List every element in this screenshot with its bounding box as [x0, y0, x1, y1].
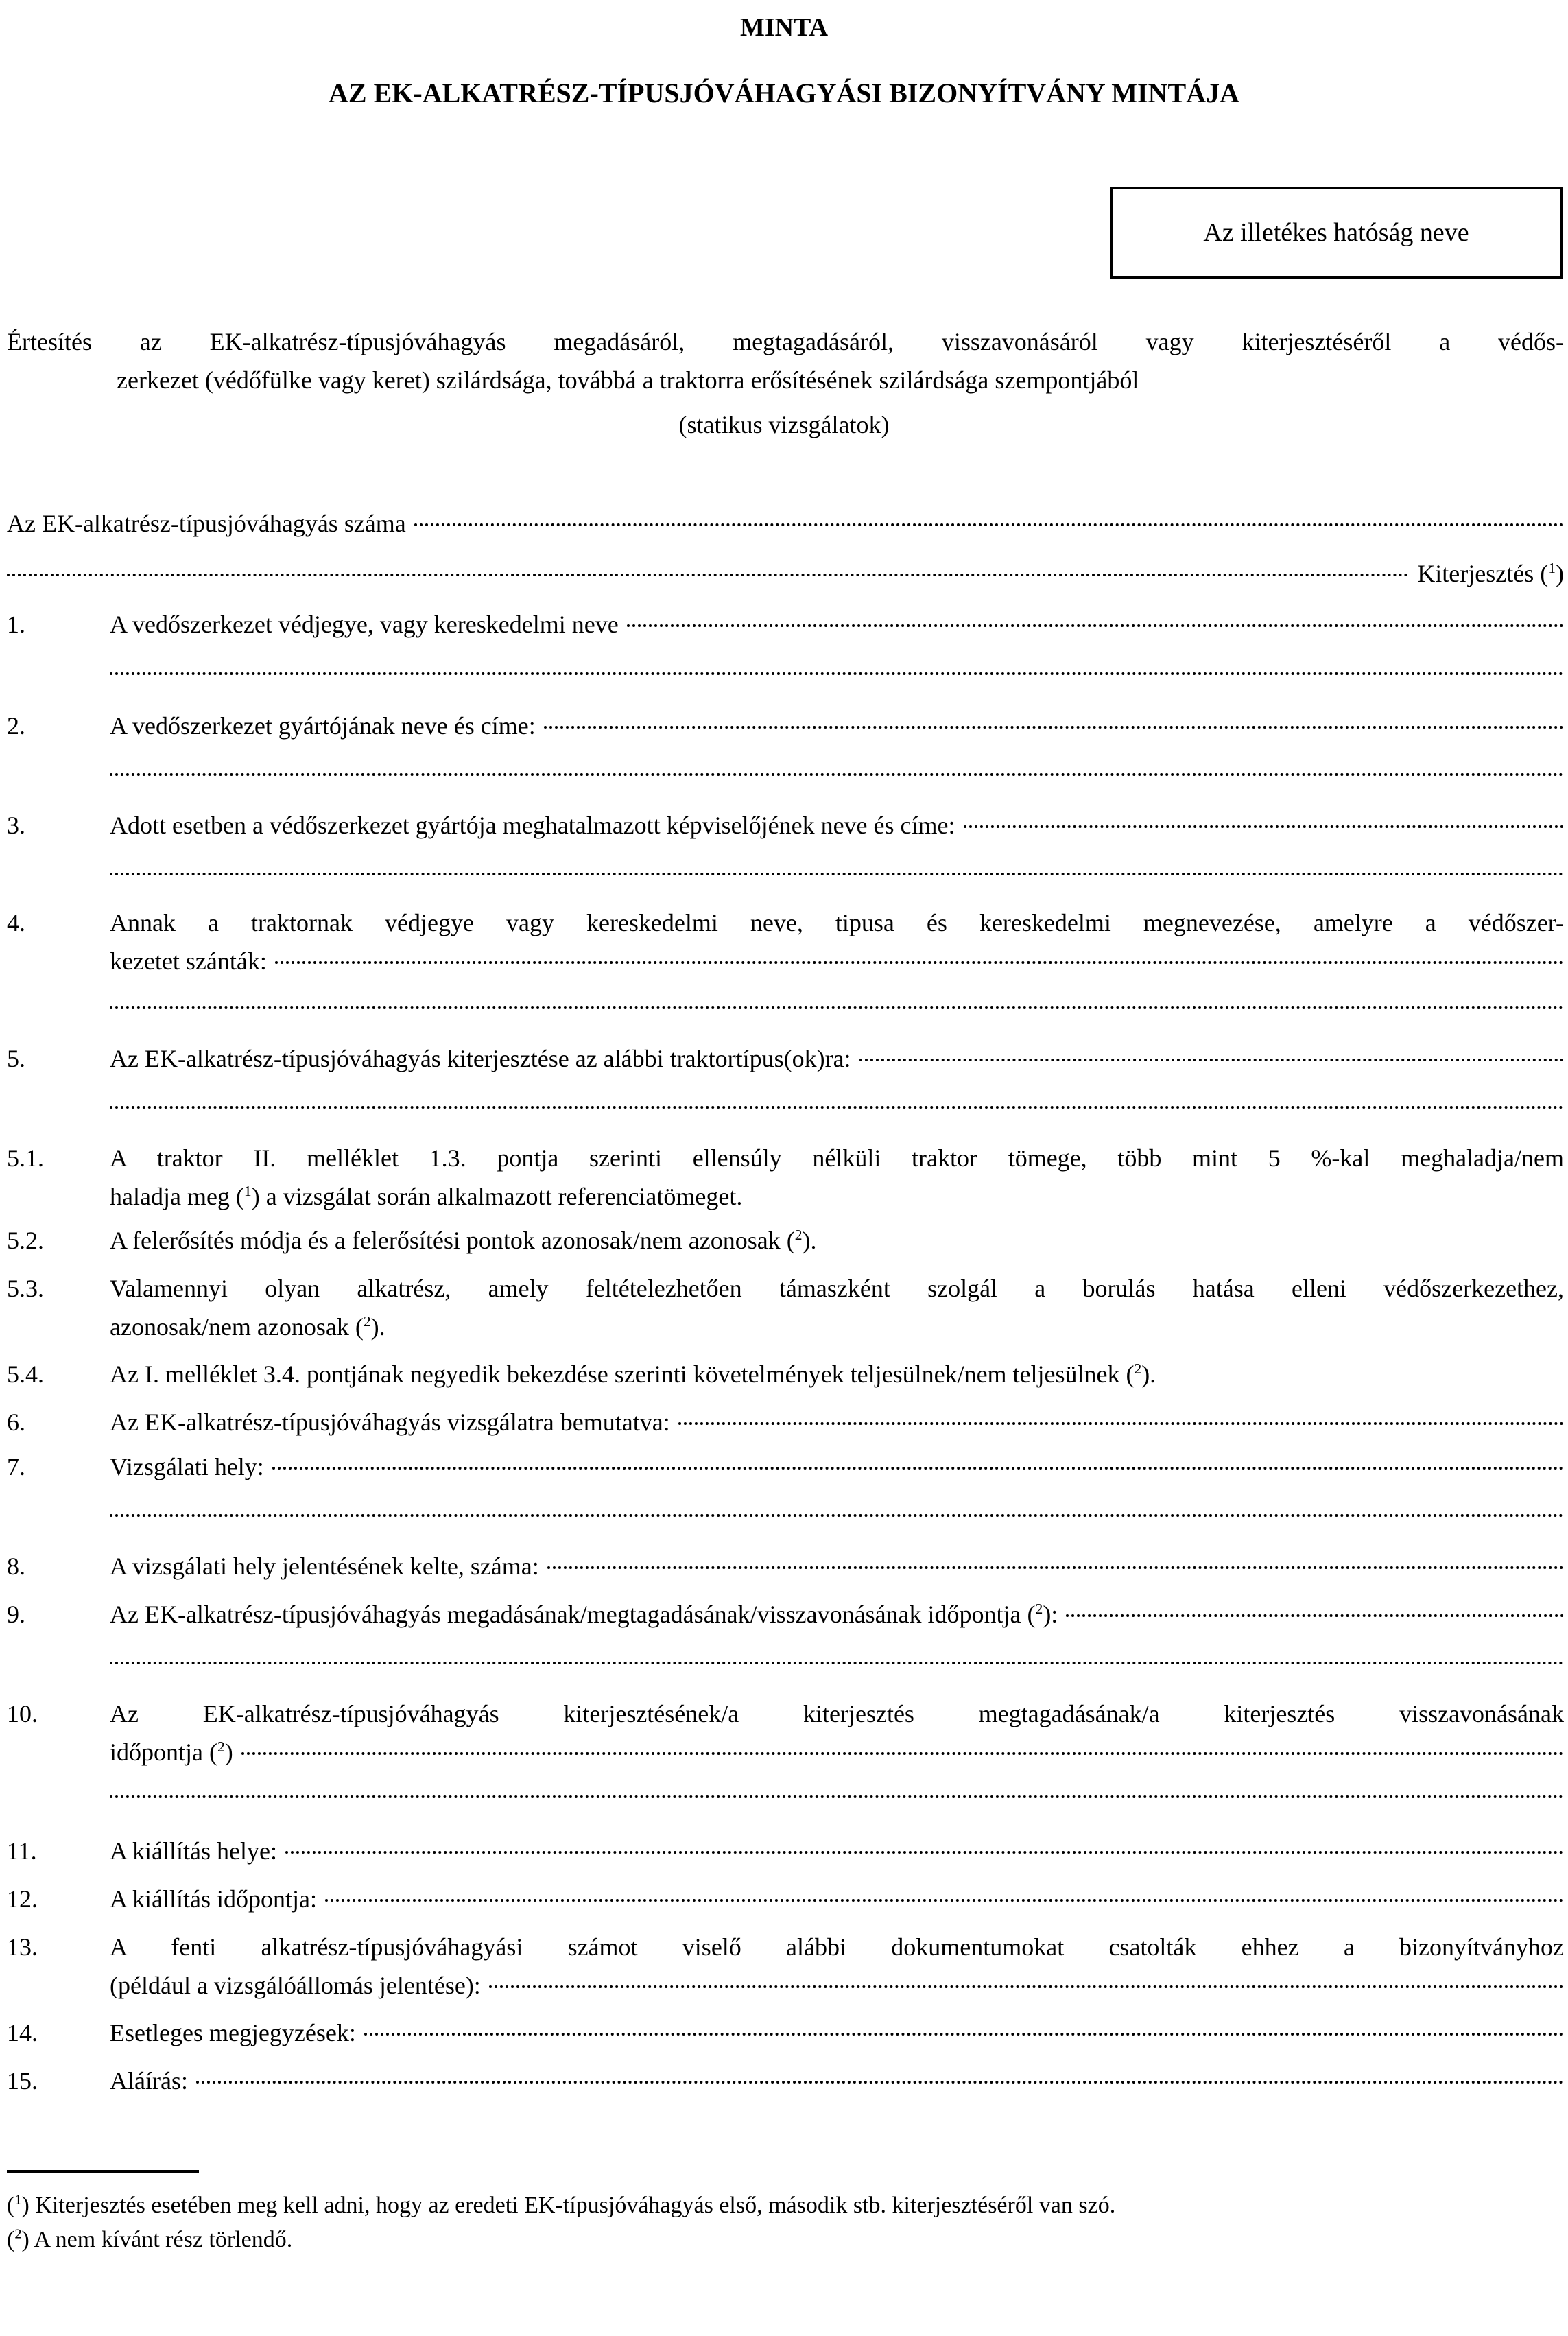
- item-label-line-2: időpontja ($^2$): [110, 1738, 233, 1766]
- item-15: [7, 2062, 1564, 2100]
- item-number: 15.: [7, 2067, 38, 2095]
- item-2-field-line-2[interactable]: [110, 773, 1564, 776]
- item-8-field[interactable]: [547, 1566, 1564, 1569]
- item-label: A felerősítés módja és a felerősítési pontok azonosak/nem azonosak ($^2$).: [110, 1227, 817, 1254]
- footnote-number: 1: [14, 2192, 22, 2208]
- approval-number-row: [7, 504, 1564, 543]
- item-5-2: [7, 1221, 1564, 1260]
- item-number: 3.: [7, 812, 25, 839]
- item-label: Az EK-alkatrész-típusjóváhagyás megadásának/megtagadásának/visszavonásának időpontja ($^2$):: [110, 1601, 1058, 1628]
- item-12-field[interactable]: [325, 1899, 1564, 1902]
- footnote-ref[interactable]: 2: [794, 1227, 803, 1243]
- item-label: A vedőszerkezet védjegye, vagy kereskedelmi neve: [110, 611, 619, 638]
- item-10-field-line-2[interactable]: [110, 1795, 1564, 1798]
- intro-line-2: zerkezet (védőfülke vagy keret) szilárdsága, továbbá a traktorra erősítésének szilárdsága szempontjából: [117, 366, 1139, 394]
- item-number: 12.: [7, 1885, 38, 1913]
- item-9-field-line-2[interactable]: [110, 1662, 1564, 1664]
- item-number: 9.: [7, 1601, 25, 1628]
- item-number: 5.4.: [7, 1360, 44, 1388]
- item-7: [7, 1448, 1564, 1486]
- item-11-field[interactable]: [285, 1851, 1564, 1854]
- item-1-field-line-2[interactable]: [110, 672, 1564, 675]
- item-label: Adott esetben a védőszerkezet gyártója meghatalmazott képviselőjének neve és címe:: [110, 812, 955, 839]
- item-number: 10.: [7, 1700, 38, 1727]
- item-3-field-line-2[interactable]: [110, 873, 1564, 875]
- item-5-field[interactable]: [859, 1059, 1564, 1061]
- item-label: A kiállítás helye:: [110, 1837, 277, 1865]
- item-6-field[interactable]: [678, 1422, 1564, 1425]
- item-number: 11.: [7, 1837, 37, 1865]
- approval-number-label: Az EK-alkatrész-típusjóváhagyás száma: [7, 510, 406, 537]
- item-number: 5.3.: [7, 1275, 44, 1302]
- authority-name-box[interactable]: [1110, 187, 1563, 279]
- item-label: Az I. melléklet 3.4. pontjának negyedik bekezdése szerinti követelmények teljesülnek/nem teljesülnek ($^2$).: [110, 1360, 1156, 1388]
- item-10-field[interactable]: [241, 1752, 1564, 1755]
- item-number: 6.: [7, 1408, 25, 1436]
- item-label: A kiállítás időpontja:: [110, 1885, 317, 1913]
- item-number: 5.2.: [7, 1227, 44, 1254]
- item-label: Esetleges megjegyzések:: [110, 2019, 356, 2046]
- authority-name-label: Az illetékes hatóság neve: [1203, 218, 1469, 247]
- intro-subtitle: (statikus vizsgálatok): [678, 411, 890, 438]
- item-5: [7, 1039, 1564, 1078]
- signature-field[interactable]: [196, 2081, 1564, 2084]
- intro-paragraph: [7, 322, 1564, 399]
- footnote-ref[interactable]: 1: [243, 1183, 252, 1199]
- item-5-4: [7, 1355, 1564, 1393]
- footnote-2: ($^2$) A nem kívánt rész törlendő.: [7, 2226, 293, 2252]
- item-number: 14.: [7, 2019, 38, 2046]
- item-label-line-2: (például a vizsgálóállomás jelentése):: [110, 1972, 481, 1999]
- item-label: Az EK-alkatrész-típusjóváhagyás vizsgálatra bemutatva:: [110, 1408, 670, 1436]
- item-number: 13.: [7, 1933, 38, 1961]
- item-14-field[interactable]: [364, 2033, 1564, 2036]
- document-label: MINTA: [739, 13, 829, 42]
- item-10: [7, 1695, 1564, 1771]
- footnote-ref[interactable]: 2: [217, 1738, 225, 1755]
- item-number: 5.1.: [7, 1144, 44, 1172]
- item-label-line-1: Valamennyi olyan alkatrész, amely feltételezhetően támaszként szolgál a borulás hatása elleni védőszerkezethez,: [110, 1275, 1564, 1302]
- item-label-line-2: kezetet szánták:: [110, 947, 267, 975]
- item-4: [7, 904, 1564, 980]
- item-label: Aláírás:: [110, 2067, 188, 2095]
- item-1: [7, 605, 1564, 644]
- extension-label: Kiterjesztés ($^1$): [1417, 560, 1564, 587]
- item-label-line-1: A traktor II. melléklet 1.3. pontja szerinti ellensúly nélküli traktor tömege, több mint 5 %-kal meghaladja/nem: [110, 1144, 1564, 1172]
- footnote-1: ($^1$) Kiterjesztés esetében meg kell adni, hogy az eredeti EK-típusjóváhagyás első, második stb. kiterjesztéséről van szó.: [7, 2192, 1116, 2218]
- item-label-line-1: Az EK-alkatrész-típusjóváhagyás kiterjesztésének/a kiterjesztés megtagadásának/a kiterjesztés visszavonásának: [110, 1700, 1564, 1727]
- item-number: 1.: [7, 611, 25, 638]
- item-4-field[interactable]: [275, 961, 1564, 964]
- item-number: 2.: [7, 712, 25, 740]
- item-4-field-line-2[interactable]: [110, 1006, 1564, 1009]
- item-label-line-2: azonosak/nem azonosak ($^2$).: [110, 1313, 385, 1341]
- item-2-field[interactable]: [544, 726, 1564, 729]
- item-number: 5.: [7, 1045, 25, 1072]
- item-label: A vizsgálati hely jelentésének kelte, száma:: [110, 1553, 539, 1580]
- item-3: [7, 806, 1564, 845]
- item-number: 8.: [7, 1553, 25, 1580]
- item-9-field[interactable]: [1066, 1614, 1564, 1617]
- item-6: [7, 1403, 1564, 1441]
- item-label-line-2: haladja meg ($^1$) a vizsgálat során alkalmazott referenciatömeget.: [110, 1183, 743, 1210]
- item-1-field[interactable]: [627, 624, 1564, 627]
- footnote-text: Kiterjesztés esetében meg kell adni, hogy az eredeti EK-típusjóváhagyás első, második stb. kiterjesztéséről van szó.: [35, 2193, 1116, 2218]
- item-label: Az EK-alkatrész-típusjóváhagyás kiterjesztése az alábbi traktortípus(ok)ra:: [110, 1045, 851, 1072]
- item-9: [7, 1595, 1564, 1633]
- extension-number-field[interactable]: [7, 574, 1409, 576]
- intro-line-1: Értesítés az EK-alkatrész-típusjóváhagyás megadásáról, megtagadásáról, visszavonásáról vagy kiterjesztéséről a védős-: [7, 328, 1564, 355]
- item-label-line-1: A fenti alkatrész-típusjóváhagyási számot viselő alábbi dokumentumokat csatolták ehhez a bizonyítványhoz: [110, 1933, 1564, 1961]
- footnote-ref[interactable]: 1: [1548, 560, 1556, 576]
- item-7-field-line-2[interactable]: [110, 1514, 1564, 1517]
- item-12: [7, 1880, 1564, 1918]
- item-5-3: [7, 1269, 1564, 1346]
- extension-row: [7, 554, 1564, 593]
- item-number: 4.: [7, 909, 25, 936]
- footnote-ref[interactable]: 2: [1035, 1601, 1043, 1617]
- footnote-text: A nem kívánt rész törlendő.: [34, 2227, 293, 2252]
- footnote-ref[interactable]: 2: [363, 1313, 371, 1330]
- item-label: A vedőszerkezet gyártójának neve és címe:: [110, 712, 536, 740]
- item-7-field[interactable]: [272, 1467, 1564, 1470]
- item-13: [7, 1928, 1564, 2005]
- footnote-divider: [7, 2170, 199, 2173]
- item-8: [7, 1547, 1564, 1585]
- footnote-ref[interactable]: 2: [1134, 1360, 1142, 1377]
- item-number: 7.: [7, 1453, 25, 1480]
- item-label: Vizsgálati hely:: [110, 1453, 264, 1480]
- approval-number-field[interactable]: [414, 523, 1564, 526]
- item-5-field-line-2[interactable]: [110, 1106, 1564, 1109]
- item-3-field[interactable]: [964, 825, 1565, 828]
- item-5-1: [7, 1139, 1564, 1216]
- item-13-field[interactable]: [489, 1985, 1564, 1988]
- item-14: [7, 2014, 1564, 2052]
- document-title: AZ EK-ALKATRÉSZ-TÍPUSJÓVÁHAGYÁSI BIZONYÍTVÁNY MINTÁJA: [329, 78, 1239, 108]
- item-label-line-1: Annak a traktornak védjegye vagy kereskedelmi neve, tipusa és kereskedelmi megnevezése, amelyre a védőszer-: [110, 909, 1564, 936]
- item-11: [7, 1832, 1564, 1870]
- item-2: [7, 707, 1564, 745]
- footnote-number: 2: [14, 2226, 22, 2242]
